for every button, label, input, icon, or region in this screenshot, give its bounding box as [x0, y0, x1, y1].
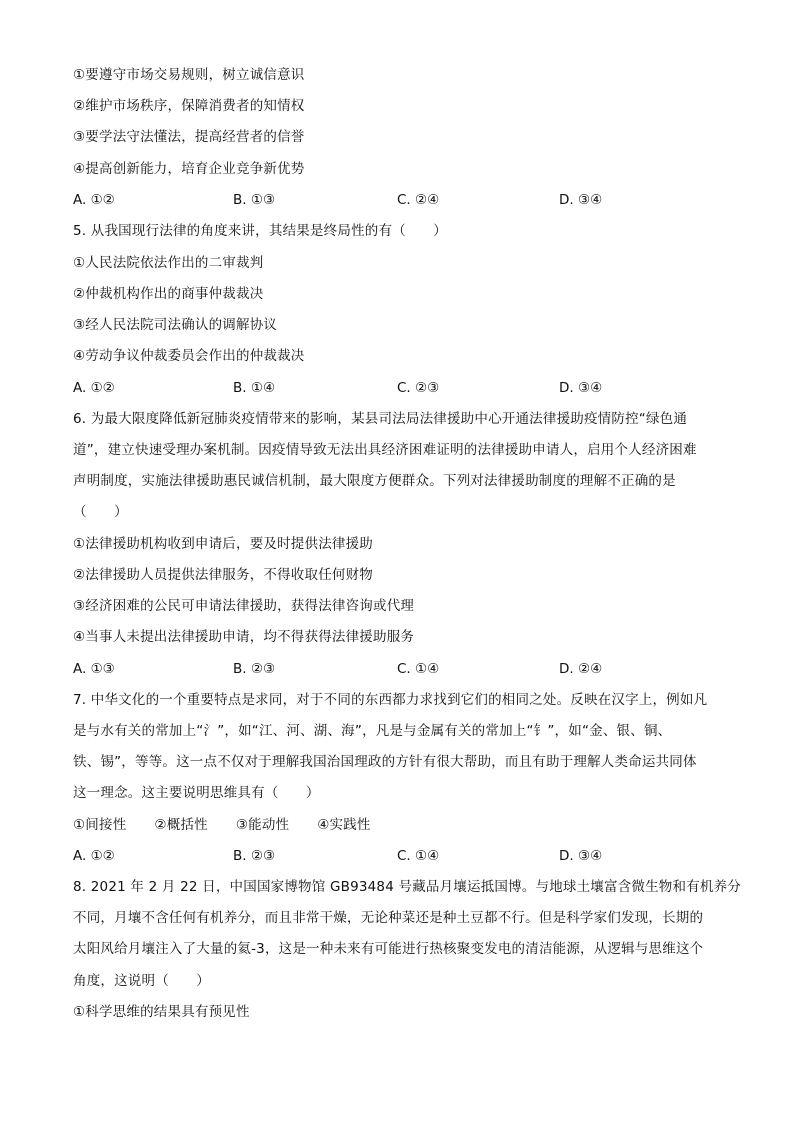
q5-options	[73, 379, 733, 397]
q7-options	[73, 847, 733, 865]
q6-options	[73, 660, 733, 678]
q8-stem-line-4: 角度，这说明（ ）	[73, 973, 210, 989]
q8-stem-line-1: 8. 2021 年 2 月 22 日，中国国家博物馆 GB93484 号藏品月壤运抵国博。与地球土壤富含微生物和有机养分	[73, 879, 742, 895]
q7-stem-line-3: 铁、锡”，等等。这一点不仅对于理解我国治国理政的方针有很大帮助，而且有助于理解人类命运共同体	[73, 754, 697, 770]
q4-option-a: A. ①②	[73, 192, 115, 208]
q6-stem-line-2: 道”，建立快速受理办案机制。因疫情导致无法出具经济困难证明的法律援助申请人，启用个人经济困难	[73, 442, 697, 458]
q4-item-1: ①要遵守市场交易规则，树立诚信意识	[73, 67, 305, 83]
q5-stem: 5. 从我国现行法律的角度来讲，其结果是终局性的有（ ）	[73, 223, 447, 239]
q4-item-3: ③要学法守法懂法，提高经营者的信誉	[73, 129, 305, 145]
q5-option-d: D. ③④	[559, 380, 603, 396]
q7-item-2: ②概括性	[154, 817, 208, 833]
q5-item-4: ④劳动争议仲裁委员会作出的仲裁裁决	[73, 348, 305, 364]
q6-stem-line-3: 声明制度，实施法律援助惠民诚信机制，最大限度方便群众。下列对法律援助制度的理解不正确的是	[73, 473, 676, 489]
q7-stem-line-4: 这一理念。这主要说明思维具有（ ）	[73, 785, 320, 801]
q6-item-2: ②法律援助人员提供法律服务，不得收取任何财物	[73, 567, 374, 583]
q7-item-3: ③能动性	[235, 817, 290, 833]
q5-item-2: ②仲裁机构作出的商事仲裁裁决	[73, 286, 264, 302]
q5-option-a: A. ①②	[73, 380, 115, 396]
q8-item-1: ①科学思维的结果具有预见性	[73, 1004, 250, 1020]
q7-option-d: D. ③④	[559, 848, 603, 864]
q5-option-c: C. ②③	[397, 380, 440, 396]
q5-option-b: B. ①④	[233, 380, 276, 396]
q7-option-a: A. ①②	[73, 848, 115, 864]
q6-item-3: ③经济困难的公民可申请法律援助，获得法律咨询或代理	[73, 598, 415, 614]
q4-item-2: ②维护市场秩序，保障消费者的知情权	[73, 98, 305, 114]
q5-item-3: ③经人民法院司法确认的调解协议	[73, 317, 278, 333]
q6-item-1: ①法律援助机构收到申请后，要及时提供法律援助	[73, 536, 374, 552]
q8-stem-line-2: 不同，月壤不含任何有机养分，而且非常干燥，无论种菜还是种土豆都不行。但是科学家们发现，长期的	[73, 910, 704, 926]
q4-option-c: C. ②④	[397, 192, 440, 208]
q5-item-1: ①人民法院依法作出的二审裁判	[73, 255, 264, 271]
q6-option-c: C. ①④	[397, 661, 440, 677]
q4-options	[73, 191, 733, 209]
q6-option-b: B. ②③	[233, 661, 276, 677]
q7-item-1: ①间接性	[73, 817, 127, 833]
q7-option-b: B. ②③	[233, 848, 276, 864]
q6-stem-line-4: （ ）	[73, 504, 128, 520]
q8-stem-line-3: 太阳风给月壤注入了大量的氦-3，这是一种未来有可能进行热核聚变发电的清洁能源，从逻辑与思维这个	[73, 941, 704, 957]
q4-item-4: ④提高创新能力，培育企业竞争新优势	[73, 161, 305, 177]
q6-stem-line-1: 6. 为最大限度降低新冠肺炎疫情带来的影响，某县司法局法律援助中心开通法律援助疫情防控“绿色通	[73, 411, 688, 427]
q6-item-4: ④当事人未提出法律援助申请，均不得获得法律援助服务	[73, 629, 415, 645]
q6-option-a: A. ①③	[73, 661, 115, 677]
q7-option-c: C. ①④	[397, 848, 440, 864]
q7-stem-line-2: 是与水有关的常加上“氵”，如“江、河、湖、海”，凡是与金属有关的常加上“钅”，如“金、银、铜、	[73, 723, 672, 739]
q7-item-4: ④实践性	[317, 817, 371, 833]
q4-option-d: D. ③④	[559, 192, 603, 208]
q7-items	[73, 816, 399, 834]
q7-stem-line-1: 7. 中华文化的一个重要特点是求同，对于不同的东西都力求找到它们的相同之处。反映在汉字上，例如凡	[73, 692, 708, 708]
q4-option-b: B. ①③	[233, 192, 276, 208]
q6-option-d: D. ②④	[559, 661, 603, 677]
